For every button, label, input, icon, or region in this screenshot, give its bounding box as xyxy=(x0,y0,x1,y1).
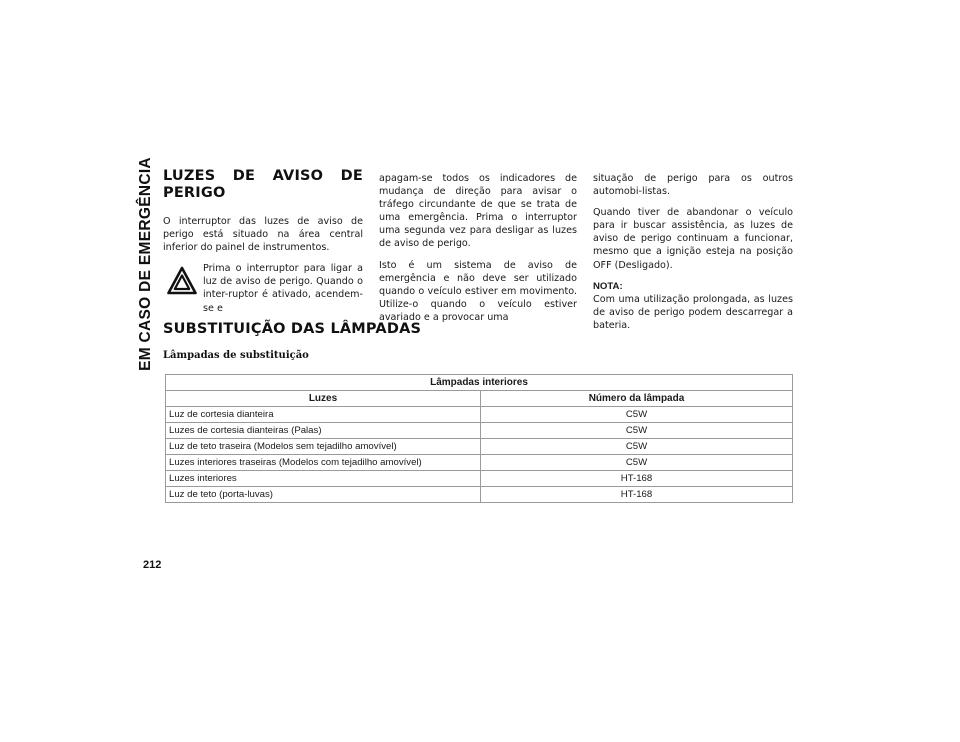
interior-bulbs-table xyxy=(165,374,793,503)
hazard-warning-triangle-icon xyxy=(167,266,197,296)
bulb-number: C5W xyxy=(481,423,793,439)
bulb-name: Luz de teto (porta-luvas) xyxy=(166,487,481,503)
table-row xyxy=(166,455,793,471)
bulb-number: C5W xyxy=(481,455,793,471)
note-label: NOTA: xyxy=(593,280,623,292)
hazard-paragraph-1: O interruptor das luzes de aviso de perigo está situado na área central inferior do painel de instrumentos. xyxy=(163,216,363,254)
table-caption-row xyxy=(166,375,793,391)
column-header-bulb-number: Número da lâmpada xyxy=(481,391,793,407)
table-row xyxy=(166,487,793,503)
table-row xyxy=(166,471,793,487)
bulb-name: Luz de cortesia dianteira xyxy=(166,407,481,423)
section-title-bulbs: SUBSTITUIÇÃO DAS LÂMPADAS xyxy=(163,321,422,337)
column-2 xyxy=(379,172,577,332)
note-text: Com uma utilização prolongada, as luzes de aviso de perigo podem descarregar a bateria. xyxy=(593,293,793,331)
table-header-row xyxy=(166,391,793,407)
chapter-title: EM CASO DE EMERGÊNCIA xyxy=(137,157,154,371)
bulb-number: C5W xyxy=(481,407,793,423)
bulb-number: HT-168 xyxy=(481,487,793,503)
column-header-lights: Luzes xyxy=(166,391,481,407)
hazard-paragraph-5: situação de perigo para os outros automobi-listas. xyxy=(593,173,793,198)
table-row xyxy=(166,407,793,423)
table-row xyxy=(166,423,793,439)
page-number: 212 xyxy=(143,559,162,571)
column-1 xyxy=(163,168,363,323)
bulb-number: HT-168 xyxy=(481,471,793,487)
section-title-hazard: LUZES DE AVISO DE PERIGO xyxy=(163,168,363,201)
hazard-paragraph-3: apagam-se todos os indicadores de mudança de direção para avisar o tráfego circundante de que se trata de uma emergência. Prima o interruptor uma segunda vez para desligar as luzes de aviso de perigo. xyxy=(379,173,577,250)
bulb-number: C5W xyxy=(481,439,793,455)
subsection-title: Lâmpadas de substituição xyxy=(163,350,309,361)
bulb-name: Luzes de cortesia dianteiras (Palas) xyxy=(166,423,481,439)
bulb-name: Luz de teto traseira (Modelos sem tejadilho amovível) xyxy=(166,439,481,455)
bulb-name: Luzes interiores traseiras (Modelos com tejadilho amovível) xyxy=(166,455,481,471)
hazard-paragraph-4: Isto é um sistema de aviso de emergência e não deve ser utilizado quando o veículo estiver em movimento. Utilize-o quando o veículo estiver avariado e a provocar uma xyxy=(379,259,577,323)
column-3 xyxy=(593,172,793,340)
hazard-icon-paragraph xyxy=(163,262,363,314)
hazard-paragraph-2: Prima o interruptor para ligar a luz de aviso de perigo. Quando o inter-ruptor é ativado, acendem-se e xyxy=(203,263,363,314)
table-row xyxy=(166,439,793,455)
hazard-paragraph-6: Quando tiver de abandonar o veículo para ir buscar assistência, as luzes de aviso de perigo continuam a funcionar, mesmo que a ignição esteja na posição OFF (Desligado). xyxy=(593,207,793,271)
chapter-side-tab xyxy=(136,157,156,371)
table-caption: Lâmpadas interiores xyxy=(166,375,793,391)
bulb-name: Luzes interiores xyxy=(166,471,481,487)
